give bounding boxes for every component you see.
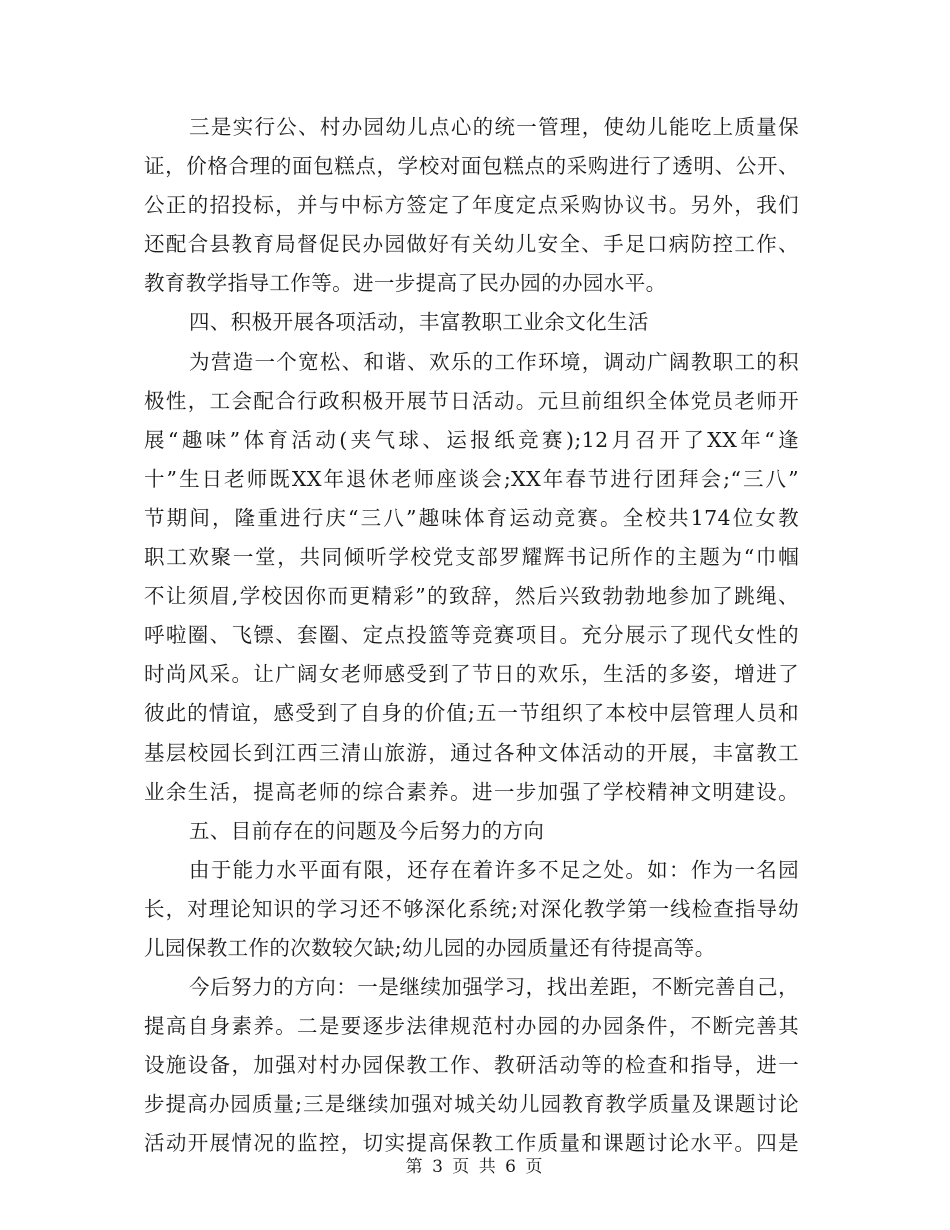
text-line: 今后努力的方向：一是继续加强学习，找出差距，不断完善自己， [189, 975, 799, 1000]
text-line: 还配合县教育局督促民办园做好有关幼儿安全、手足口病防控工作、 [144, 232, 799, 257]
text-line: 节期间，隆重进行庆“三八”趣味体育运动竞赛。全校共174位女教 [144, 505, 799, 530]
text-line: 三是实行公、村办园幼儿点心的统一管理，使幼儿能吃上质量保 [189, 115, 799, 139]
text-line: 活动开展情况的监控，切实提高保教工作质量和课题讨论水平。四是 [144, 1131, 799, 1156]
text-line: 时尚风采。让广阔女老师感受到了节日的欢乐，生活的多姿，增进了 [144, 662, 799, 687]
text-line: 呼啦圈、飞镖、套圈、定点投篮等竞赛项目。充分展示了现代女性的 [144, 623, 799, 648]
text-line: 步提高办园质量;三是继续加强对城关幼儿园教育教学质量及课题讨论 [144, 1092, 799, 1117]
text-line: 展“趣味”体育活动(夹气球、运报纸竞赛);12月召开了XX年“逢 [144, 427, 799, 452]
text-line: 教育教学指导工作等。进一步提高了民办园的办园水平。 [144, 271, 667, 296]
text-line: 彼此的情谊，感受到了自身的价值;五一节组织了本校中层管理人员和 [144, 701, 799, 726]
text-line: 四、积极开展各项活动，丰富教职工业余文化生活 [189, 310, 649, 335]
text-line: 基层校园长到江西三清山旅游，通过各种文体活动的开展，丰富教工 [144, 740, 799, 765]
page-number-footer: 第 3 页 共 6 页 [405, 1157, 545, 1177]
text-line: 公正的招投标，并与中标方签定了年度定点采购协议书。另外，我们 [144, 193, 799, 218]
text-line: 业余生活，提高老师的综合素养。进一步加强了学校精神文明建设。 [144, 779, 799, 804]
text-line: 十”生日老师既XX年退休老师座谈会;XX年春节进行团拜会;“三八” [144, 466, 799, 491]
text-line: 长，对理论知识的学习还不够深化系统;对深化教学第一线检查指导幼 [144, 896, 799, 921]
text-line: 极性，工会配合行政积极开展节日活动。元旦前组织全体党员老师开 [144, 388, 799, 413]
text-line: 职工欢聚一堂，共同倾听学校党支部罗耀辉书记所作的主题为“巾帼 [144, 545, 799, 570]
text-line: 设施设备，加强对村办园保教工作、教研活动等的检查和指导，进一 [144, 1053, 799, 1078]
text-line: 不让须眉,学校因你而更精彩”的致辞，然后兴致勃勃地参加了跳绳、 [144, 584, 799, 609]
document-body [144, 108, 799, 1164]
text-line: 为营造一个宽松、和谐、欢乐的工作环境，调动广阔教职工的积 [189, 349, 799, 374]
text-line: 由于能力水平面有限，还存在着许多不足之处。如：作为一名园 [189, 857, 799, 882]
text-line: 儿园保教工作的次数较欠缺;幼儿园的办园质量还有待提高等。 [144, 935, 716, 960]
text-line: 提高自身素养。二是要逐步法律规范村办园的办园条件，不断完善其 [144, 1014, 799, 1039]
text-line: 五、目前存在的问题及今后努力的方向 [189, 818, 545, 843]
text-line: 证，价格合理的面包糕点，学校对面包糕点的采购进行了透明、公开、 [144, 154, 799, 179]
